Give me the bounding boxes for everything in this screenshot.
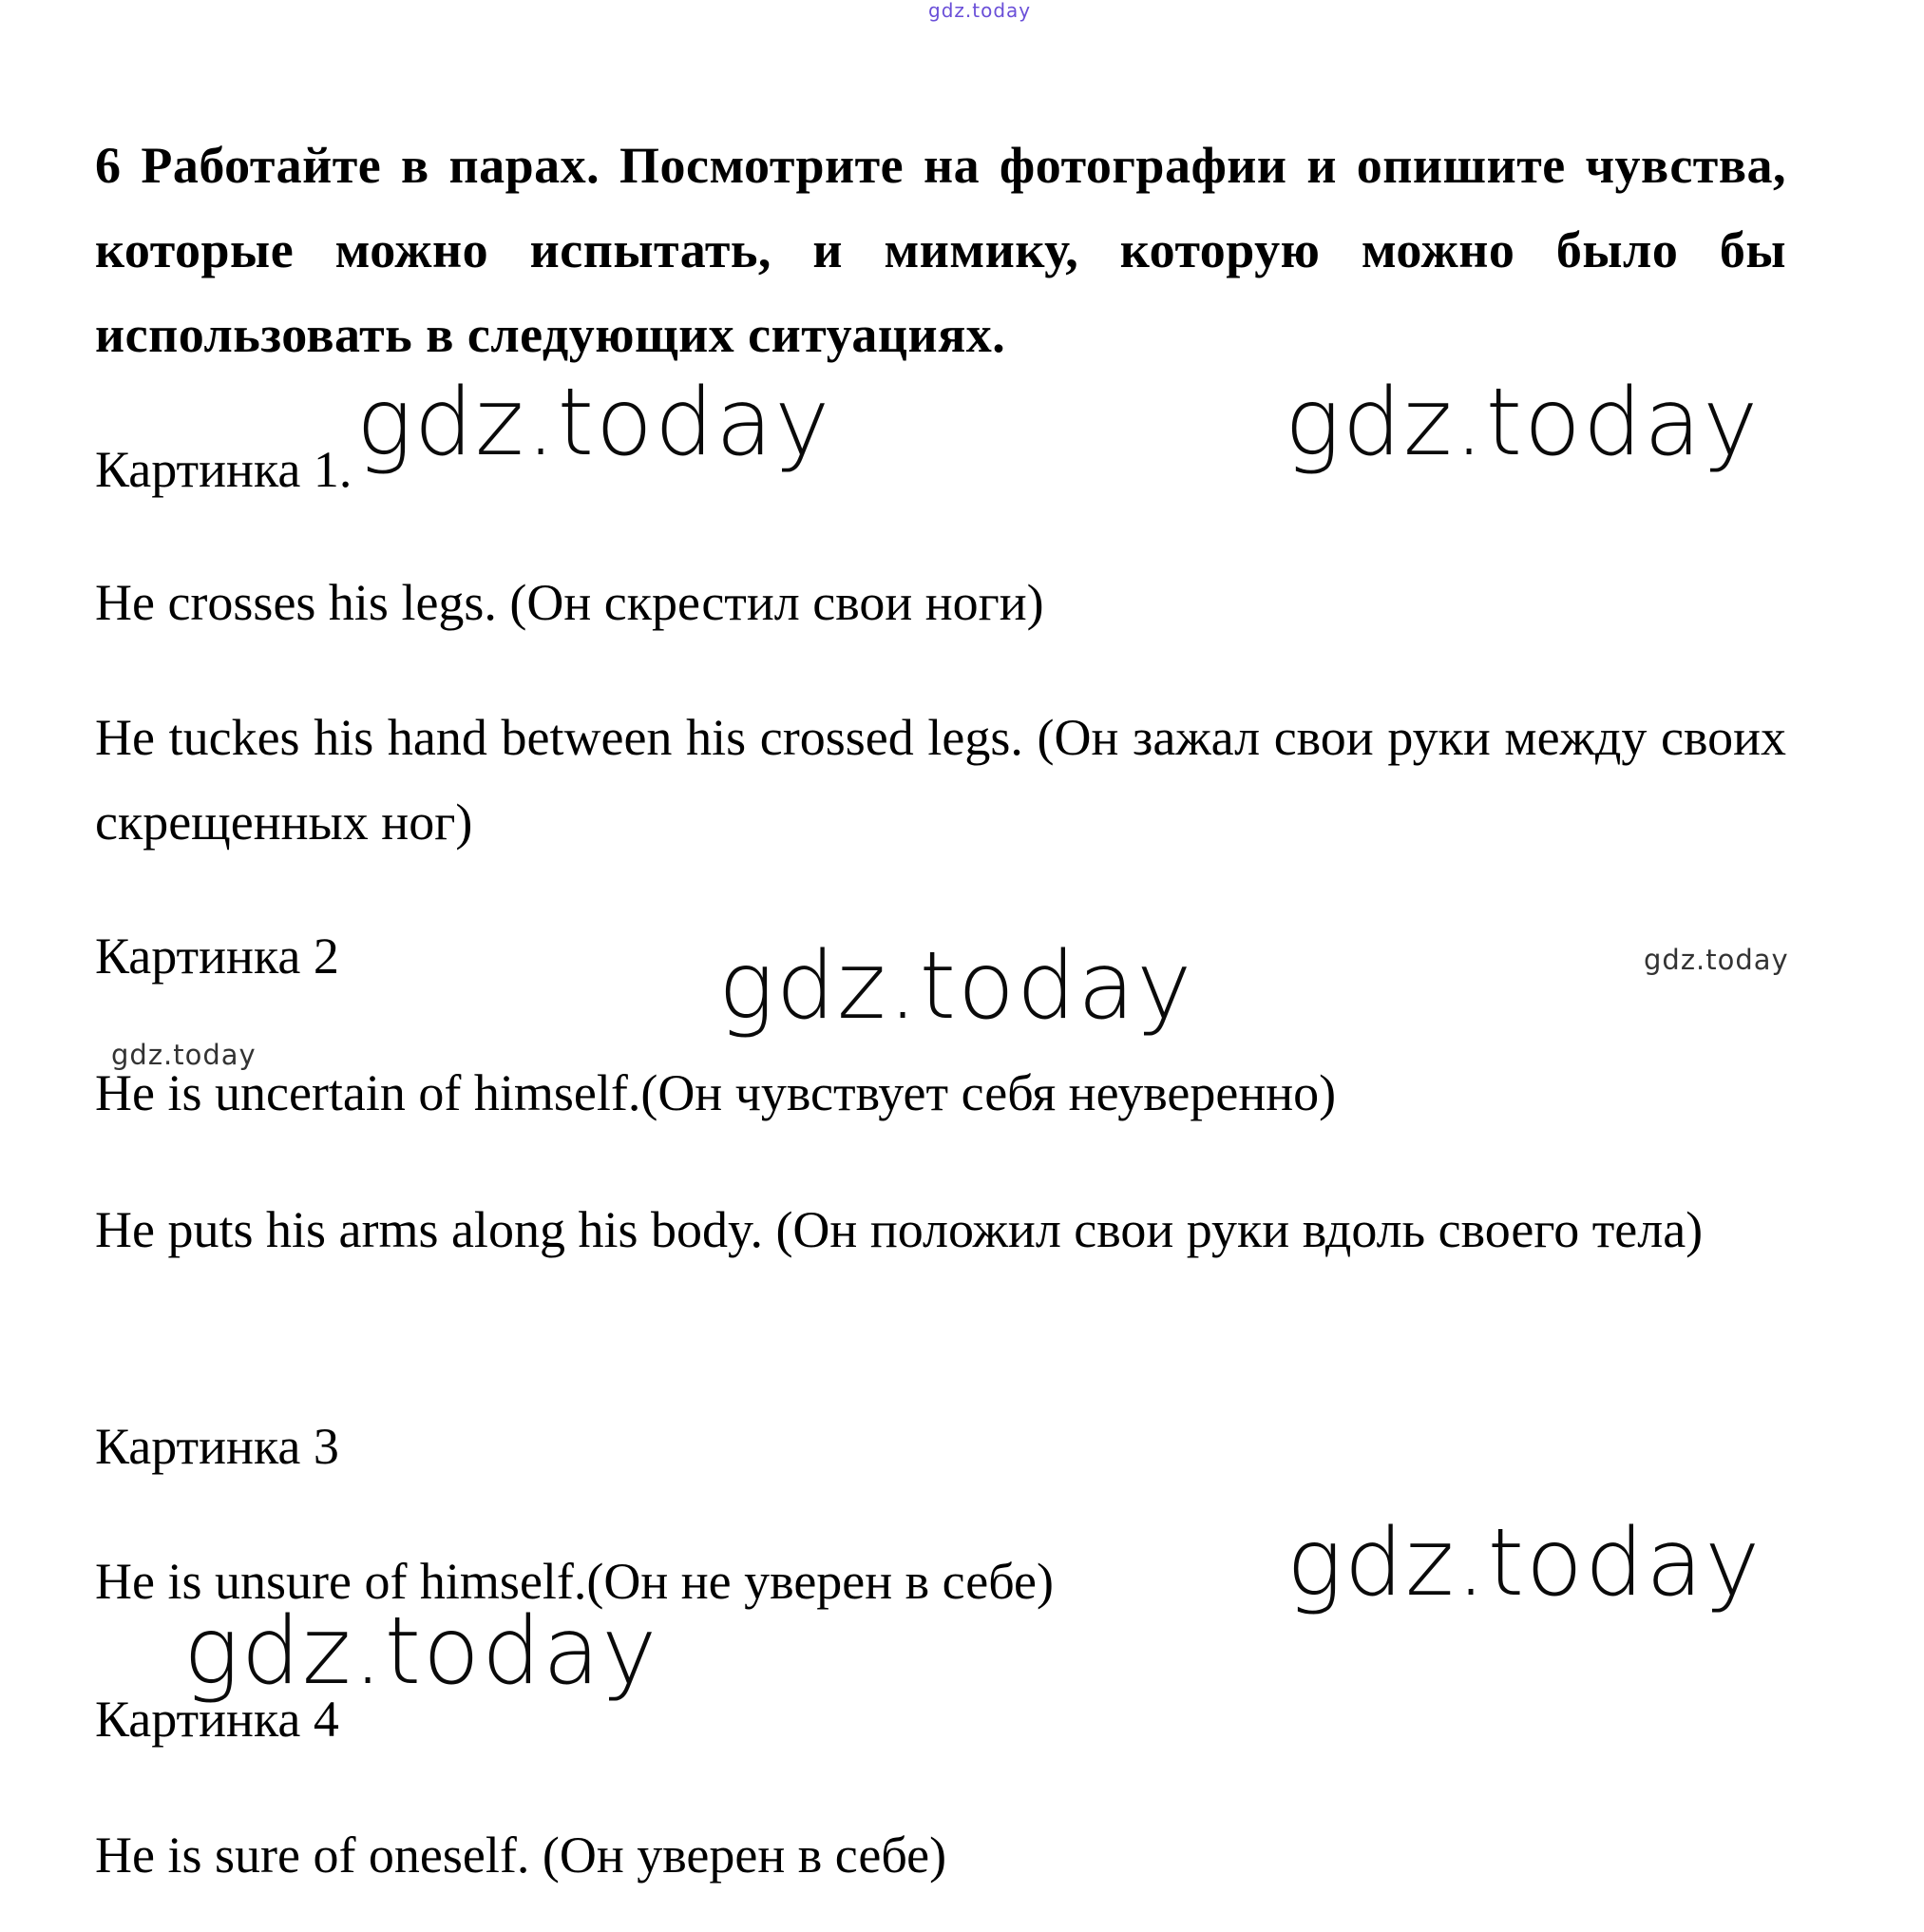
picture-1-line-2: He tuckes his hand between his crossed legs. (Он зажал свои руки между своих скрещенных ног) <box>95 709 1786 851</box>
picture-3-line-1: He is unsure of himself.(Он не уверен в себе) <box>95 1553 1054 1610</box>
picture-1-line-1: He crosses his legs. (Он скрестил свои ноги) <box>95 574 1044 631</box>
watermark-small: gdz.today <box>111 1039 257 1071</box>
watermark-big: gdz.today <box>356 369 832 477</box>
watermark-small: gdz.today <box>1644 944 1789 976</box>
watermark-big: gdz.today <box>1286 1509 1762 1617</box>
watermark-big: gdz.today <box>183 1597 659 1706</box>
picture-4-line-1: He is sure of oneself. (Он уверен в себе) <box>95 1827 947 1884</box>
picture-2-line-2: He puts his arms along his body. (Он положил свои руки вдоль своего тела) <box>95 1201 1704 1258</box>
picture-2-line-1: He is uncertain of himself.(Он чувствует себя неуверенно) <box>95 1064 1337 1121</box>
watermark-big: gdz.today <box>718 932 1194 1041</box>
picture-1-heading: Картинка 1. <box>95 441 352 498</box>
picture-3-heading: Картинка 3 <box>95 1418 339 1475</box>
watermark-big: gdz.today <box>1285 369 1761 477</box>
watermark-top: gdz.today <box>928 0 1032 22</box>
picture-2-heading: Картинка 2 <box>95 928 339 985</box>
task-heading: 6 Работайте в парах. Посмотрите на фотографии и опишите чувства, которые можно испытать, и мимику, которую можно было бы использовать в следующих ситуациях. <box>95 137 1786 363</box>
picture-4-heading: Картинка 4 <box>95 1691 339 1748</box>
